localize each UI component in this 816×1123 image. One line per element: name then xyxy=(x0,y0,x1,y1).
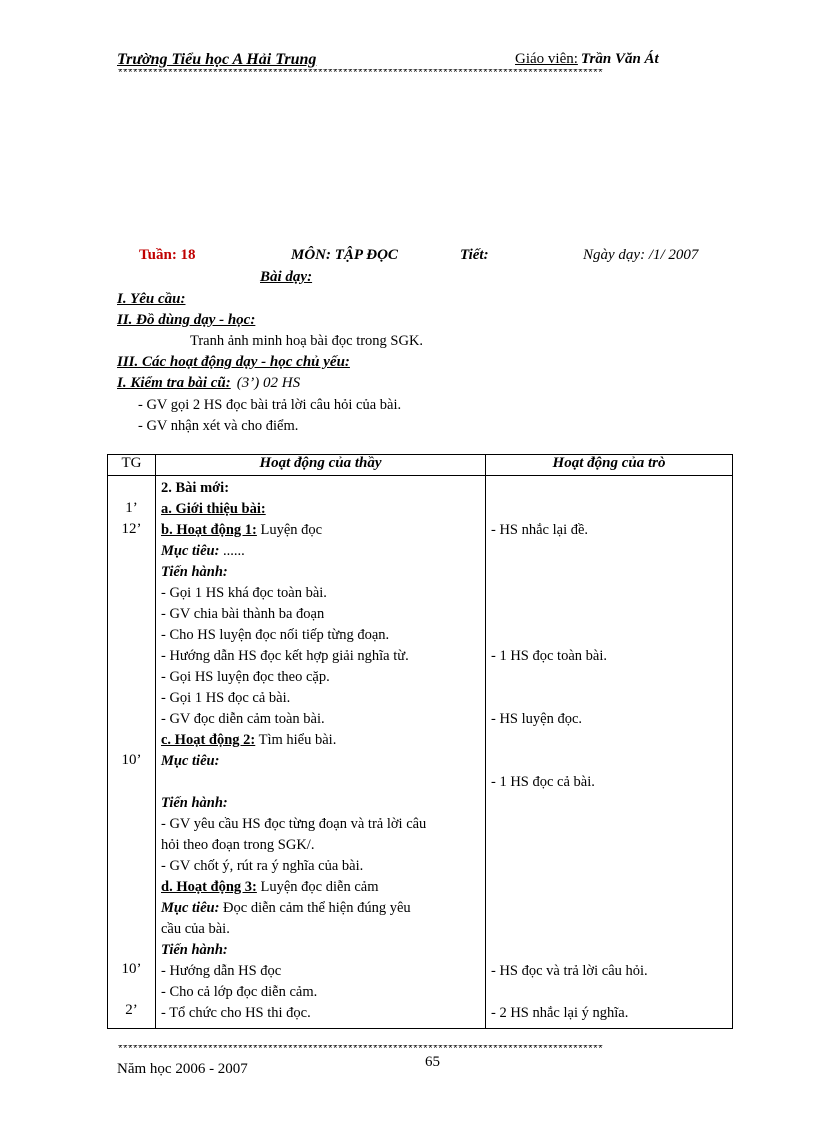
header-teacher: Hoạt động của thầy xyxy=(156,455,486,476)
procedure-1-label: Tiến hành: xyxy=(161,564,228,580)
new-lesson-heading xyxy=(161,480,479,497)
objective-3-continued: cầu của bài. xyxy=(161,921,230,937)
objective-3-label: Mục tiêu: xyxy=(161,900,220,916)
school-year: Năm học 2006 - 2007 xyxy=(117,1061,248,1077)
activity-1-name: Luyện đọc xyxy=(256,522,323,538)
section-materials: II. Đồ dùng dạy - học: xyxy=(117,312,256,328)
time-1: 1’ xyxy=(125,500,138,516)
activity-1-label: b. Hoạt động 1: xyxy=(161,522,257,538)
teacher-step: - Gọi HS luyện đọc theo cặp. xyxy=(161,669,330,685)
teacher-label-text: Giáo viên: xyxy=(515,51,578,67)
table-header-row xyxy=(108,455,733,476)
week-label: Tuần: 18 xyxy=(139,247,196,263)
new-lesson-text: 2. Bài mới: xyxy=(161,480,230,496)
teacher-step: - GV chốt ý, rút ra ý nghĩa của bài. xyxy=(161,858,364,874)
period-label: Tiết: xyxy=(460,247,489,263)
student-step: - HS luyện đọc. xyxy=(491,711,583,727)
activity-3-heading xyxy=(161,879,479,896)
footer-separator: ************************************************************************************************* xyxy=(117,1045,603,1056)
header-separator: ************************************************************************************************* xyxy=(117,69,603,80)
header-time: TG xyxy=(108,455,156,476)
teacher-step: - Hướng dẫn HS đọc kết hợp giải nghĩa từ. xyxy=(161,648,409,664)
check-old-lesson xyxy=(117,373,300,394)
activity-2-name: Tìm hiểu bài. xyxy=(255,732,337,748)
activity-2-label: c. Hoạt động 2: xyxy=(161,732,256,748)
subject-label: MÔN: TẬP ĐỌC xyxy=(291,247,398,263)
objective-1 xyxy=(161,543,479,560)
teacher-step: - GV chia bài thành ba đoạn xyxy=(161,606,325,622)
student-column xyxy=(486,476,733,1029)
student-step: - 1 HS đọc cả bài. xyxy=(491,774,595,790)
check-item-2: - GV nhận xét và cho điểm. xyxy=(138,418,299,434)
intro-heading: a. Giới thiệu bài: xyxy=(161,501,266,517)
objective-3 xyxy=(161,900,479,917)
time-2: 12’ xyxy=(121,521,142,537)
page-number: 65 xyxy=(425,1054,440,1070)
teacher-step: - Gọi 1 HS khá đọc toàn bài. xyxy=(161,585,327,601)
teacher-step: - Tổ chức cho HS thi đọc. xyxy=(161,1005,311,1021)
activity-1-heading xyxy=(161,522,479,539)
student-step: - HS đọc và trả lời câu hỏi. xyxy=(491,963,648,979)
objective-2-label: Mục tiêu: xyxy=(161,753,220,769)
procedure-2-label: Tiến hành: xyxy=(161,795,228,811)
activity-3-label: d. Hoạt động 3: xyxy=(161,879,257,895)
lesson-title: Bài dạy: xyxy=(260,269,313,285)
check-note: (3’) 02 HS xyxy=(236,375,301,391)
materials-item: Tranh ảnh minh hoạ bài đọc trong SGK. xyxy=(190,333,424,349)
header-student: Hoạt động của trò xyxy=(486,455,733,476)
section-requirements: I. Yêu cầu: xyxy=(117,291,186,307)
activity-2-heading xyxy=(161,732,479,749)
section-activities: III. Các hoạt động dạy - học chủ yếu: xyxy=(117,354,350,370)
teacher-step: - Hướng dẫn HS đọc xyxy=(161,963,282,979)
objective-3-text: Đọc diễn cảm thể hiện đúng yêu xyxy=(219,900,411,916)
date-label: Ngày dạy: /1/ 2007 xyxy=(583,247,699,263)
time-4: 10’ xyxy=(121,961,142,977)
check-item-1: - GV gọi 2 HS đọc bài trả lời câu hỏi của bài. xyxy=(138,397,402,413)
teacher-step: - Cho cả lớp đọc diễn cảm. xyxy=(161,984,318,1000)
teacher-column xyxy=(156,476,486,1029)
time-column xyxy=(108,476,156,1029)
objective-1-label: Mục tiêu: xyxy=(161,543,220,559)
procedure-3-label: Tiến hành: xyxy=(161,942,228,958)
teacher-step: - GV đọc diễn cảm toàn bài. xyxy=(161,711,325,727)
objective-1-text: ...... xyxy=(219,543,245,559)
student-step: - HS nhắc lại đề. xyxy=(491,522,589,538)
teacher-step: - GV yêu cầu HS đọc từng đoạn và trả lời câu xyxy=(161,816,427,832)
time-3: 10’ xyxy=(121,752,142,768)
teacher-label xyxy=(515,51,659,68)
table-body-row xyxy=(108,476,733,1029)
teacher-step: - Cho HS luyện đọc nối tiếp từng đoạn. xyxy=(161,627,390,643)
student-step: - 1 HS đọc toàn bài. xyxy=(491,648,607,664)
check-title: I. Kiểm tra bài cũ: xyxy=(117,375,231,391)
teacher-step: - Gọi 1 HS đọc cả bài. xyxy=(161,690,291,706)
activity-3-name: Luyện đọc diễn cảm xyxy=(256,879,379,895)
time-5: 2’ xyxy=(125,1002,138,1018)
teacher-step-continued: hỏi theo đoạn trong SGK/. xyxy=(161,837,315,853)
school-name: Trường Tiểu học A Hải Trung xyxy=(117,51,317,68)
activities-table xyxy=(107,454,733,1029)
teacher-name: Trần Văn Át xyxy=(580,51,659,67)
student-step: - 2 HS nhắc lại ý nghĩa. xyxy=(491,1005,629,1021)
